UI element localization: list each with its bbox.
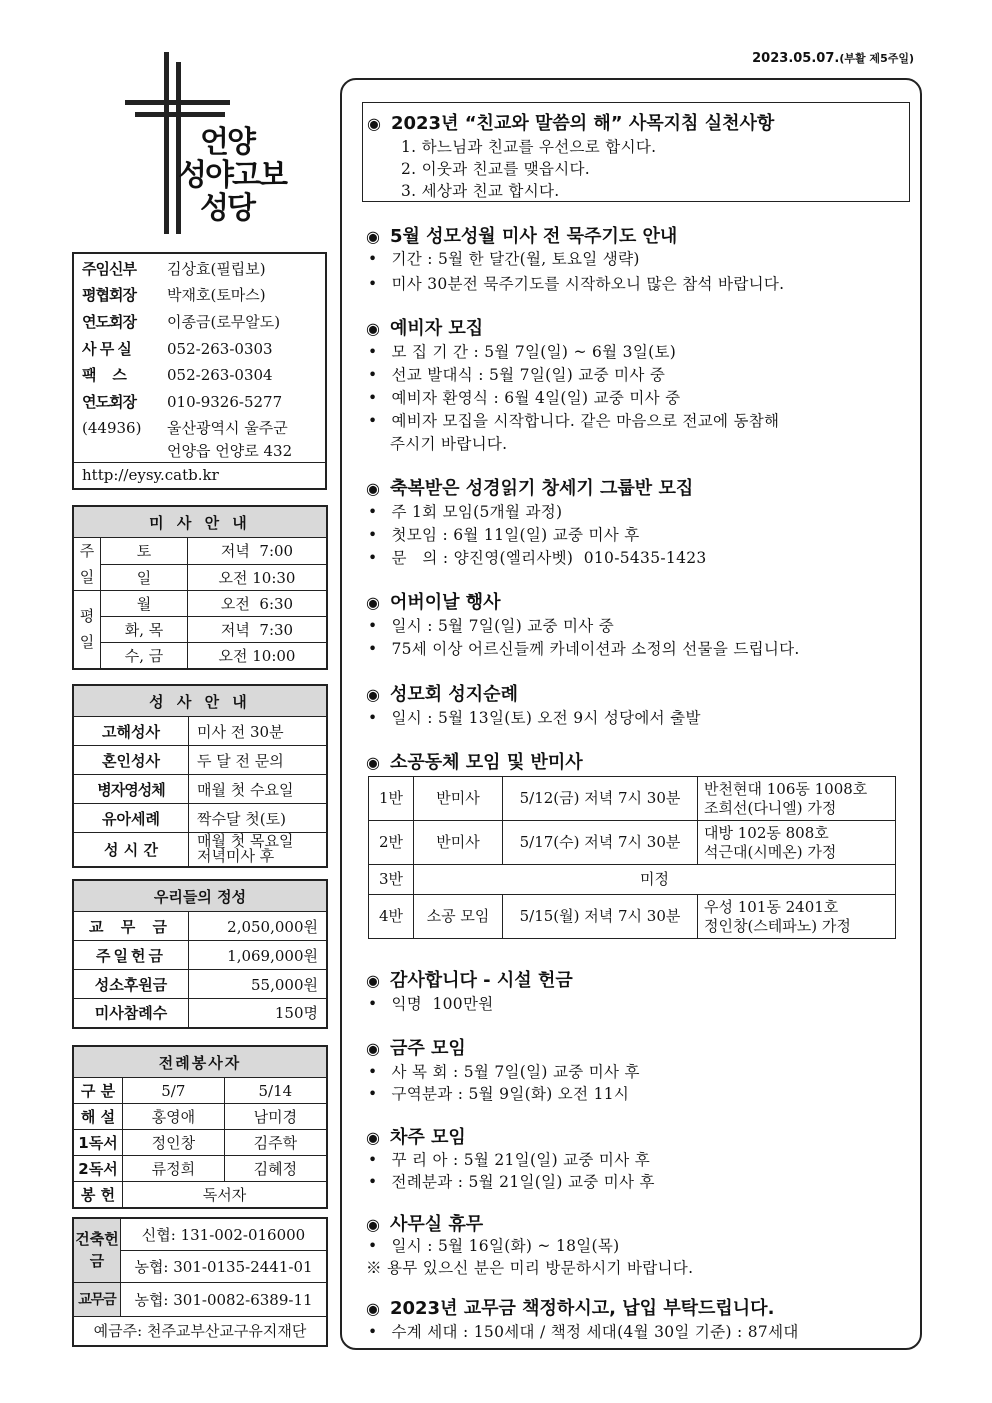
offering-value: 1,069,000원 (189, 941, 328, 970)
table-row (369, 865, 896, 895)
info-value: 박재호(토마스) (167, 286, 266, 304)
info-label: 팩 스 (82, 366, 126, 384)
liturgy-header: 구 분 (73, 1078, 123, 1104)
mass-day: 수, 금 (101, 643, 188, 669)
offering-value: 2,050,000원 (189, 912, 328, 941)
notice-line (368, 409, 779, 431)
bullet-icon: ◉ (366, 1128, 380, 1147)
bullet-icon: ◉ (366, 753, 380, 772)
notice-line (368, 706, 701, 728)
liturgy-name: 김혜정 (224, 1156, 327, 1182)
section-title: ◉ 사무실 휴무 (366, 1214, 484, 1235)
bullet-icon: ◉ (366, 227, 380, 246)
bullet-dot-icon: • (368, 1323, 378, 1341)
sacrament-name: 성 시 간 (73, 833, 189, 867)
bullet-dot-icon: • (368, 995, 378, 1013)
bullet-dot-icon: • (368, 366, 378, 384)
bullet-dot-icon: • (368, 389, 378, 407)
notice-line (368, 340, 676, 362)
guideline-title: 2023년 “친교와 말씀의 해” 사목지침 실천사항 (390, 113, 775, 134)
section-line: 문 의 : 양진영(엘리사벳) 010-5435-1423 (391, 549, 707, 567)
mass-time: 오전 10:30 (188, 564, 328, 591)
table-row (369, 821, 896, 865)
logo-line-3: 성당 (200, 191, 254, 226)
info-value: 이종금(로무알도) (167, 313, 281, 331)
offering-value: 150명 (189, 999, 328, 1028)
logo-line-2: 성야고보 (178, 158, 286, 193)
sacrament-value-line2: 저녁미사 후 (197, 847, 275, 866)
type-cell: 반미사 (414, 821, 503, 865)
section-title: ◉ 성모회 성지순례 (366, 684, 518, 705)
sacrament-value: 매월 첫 수요일 (189, 775, 328, 804)
when-cell: 5/15(월) 저녁 7시 30분 (503, 895, 698, 939)
website-link[interactable]: http://eysy.catb.kr (82, 466, 219, 484)
sacrament-name: 유아세례 (73, 804, 189, 833)
section-line: 일시 : 5월 7일(일) 교중 미사 중 (391, 617, 615, 635)
weekday-label: 평 일 (73, 591, 101, 669)
logo-line-1: 언양 (200, 125, 254, 160)
sacrament-table (72, 684, 328, 868)
account-holder: 예금주: 천주교부산교구유지재단 (73, 1316, 327, 1346)
sacrament-value: 미사 전 30분 (189, 717, 328, 746)
section-line: 익명 100만원 (391, 995, 494, 1013)
section-title: ◉ 감사합니다 - 시설 헌금 (366, 970, 573, 991)
notice-line (366, 1256, 693, 1278)
offering-name: 성소후원금 (73, 970, 189, 999)
mass-day: 일 (101, 564, 188, 591)
parish-info-box (72, 252, 327, 490)
place-cell: 우성 101동 2401호 (704, 897, 839, 916)
bullet-dot-icon: • (368, 412, 378, 430)
offering-table (72, 879, 328, 1029)
bullet-icon: ◉ (366, 685, 380, 704)
section-line: 75세 이상 어르신들께 카네이션과 소정의 선물을 드립니다. (391, 640, 800, 658)
offering-name: 미사참례수 (73, 999, 189, 1028)
host-cell: 정인창(스테파노) 가정 (704, 916, 851, 935)
notice-line (368, 1170, 655, 1192)
bullet-dot-icon: • (368, 503, 378, 521)
bullet-icon: ◉ (366, 1039, 380, 1058)
section-line: 예비자 환영식 : 6월 4일(일) 교중 미사 중 (391, 389, 681, 407)
liturgy-title: 전례봉사자 (73, 1046, 327, 1078)
mass-day: 토 (101, 538, 188, 565)
liturgy-name: 정인창 (123, 1130, 225, 1156)
notice-line (368, 500, 562, 522)
section-title: ◉ 소공동체 모임 및 반미사 (366, 752, 583, 773)
section-note: ※ 용무 있으신 분은 미리 방문하시기 바랍니다. (366, 1259, 694, 1277)
mass-time: 오전 10:00 (188, 643, 328, 669)
bullet-dot-icon: • (368, 640, 378, 658)
notice-panel (340, 78, 922, 1350)
bullet-dot-icon: • (368, 1237, 378, 1255)
section-title: ◉ 2023년 교무금 책정하시고, 납입 부탁드립니다. (366, 1298, 775, 1319)
mass-time: 오전 6:30 (188, 591, 328, 617)
notice-line (368, 386, 680, 408)
zip-code: (44936) (82, 419, 142, 437)
sunday-label: 주 일 (73, 538, 101, 591)
info-label: 사 무 실 (82, 340, 131, 358)
section-line: 기간 : 5월 한 달간(월, 토요일 생략) (391, 250, 640, 268)
bank-accounts-table (72, 1217, 328, 1347)
section-line: 예비자 모집을 시작합니다. 같은 마음으로 전교에 동참해 (391, 412, 780, 430)
mass-title: 미 사 안 내 (73, 506, 327, 538)
bullet-icon: ◉ (367, 114, 381, 133)
section-line: 주 1회 모임(5개월 과정) (391, 503, 563, 521)
section-line: 전례분과 : 5월 21일(일) 교중 미사 후 (391, 1173, 655, 1191)
info-value: 김상효(필립보) (167, 260, 266, 278)
bullet-icon: ◉ (366, 593, 380, 612)
mass-schedule-table (72, 505, 328, 670)
notice-line (368, 546, 707, 568)
sacrament-title: 성 사 안 내 (73, 685, 327, 717)
section-line: 일시 : 5월 13일(토) 오전 9시 성당에서 출발 (391, 709, 701, 727)
liturgy-role: 2독서 (73, 1156, 123, 1182)
type-cell: 미정 (414, 865, 896, 895)
bullet-dot-icon: • (368, 1173, 378, 1191)
section-line: 주시기 바랍니다. (390, 435, 508, 453)
offering-name: 교 무 금 (73, 912, 189, 941)
notice-line (368, 1082, 629, 1104)
liturgy-role: 1독서 (73, 1130, 123, 1156)
type-cell: 반미사 (414, 777, 503, 821)
notice-line (368, 1148, 650, 1170)
place-cell: 반천현대 106동 1008호 (704, 779, 868, 798)
section-line: 일시 : 5월 16일(화) ~ 18일(목) (391, 1237, 620, 1255)
notice-line (368, 614, 614, 636)
bulletin-date: 2023.05.07.(부활 제5주일) (752, 51, 914, 66)
building-fund-label: 건축헌금 (73, 1218, 121, 1282)
section-line: 모 집 기 간 : 5월 7일(일) ~ 6월 3일(토) (391, 343, 677, 361)
mass-day: 화, 목 (101, 617, 188, 643)
notice-line (368, 992, 493, 1014)
section-title: ◉ 축복받은 성경읽기 창세기 그룹반 모집 (366, 478, 694, 499)
address-line-1: 울산광역시 울주군 (167, 419, 288, 437)
guideline-item: 2. 이웃과 친교를 맺읍시다. (401, 160, 591, 178)
sacrament-value: 짝수달 첫(토) (189, 804, 328, 833)
bullet-dot-icon: • (368, 343, 378, 361)
bullet-icon: ◉ (366, 479, 380, 498)
section-title: ◉ 5월 성모성월 미사 전 묵주기도 안내 (366, 226, 678, 247)
parish-logo (120, 52, 290, 242)
liturgy-header: 5/7 (123, 1078, 225, 1104)
bullet-dot-icon: • (368, 526, 378, 544)
liturgy-name: 홍영애 (123, 1104, 225, 1130)
sacrament-name: 고해성사 (73, 717, 189, 746)
account-number: 신협: 131-002-016000 (121, 1218, 328, 1250)
info-label: 평협회장 (82, 286, 136, 304)
group-cell: 3반 (369, 865, 414, 895)
section-line: 구역분과 : 5월 9일(화) 오전 11시 (391, 1085, 630, 1103)
notice-line (368, 1234, 620, 1256)
mass-day: 월 (101, 591, 188, 617)
notice-line (390, 432, 507, 454)
sacrament-value: 두 달 전 문의 (189, 746, 328, 775)
bullet-icon: ◉ (366, 319, 380, 338)
liturgy-offertory: 독서자 (123, 1182, 328, 1208)
host-cell: 석근대(시메온) 가정 (704, 842, 837, 861)
sacrament-name: 혼인성사 (73, 746, 189, 775)
bullet-dot-icon: • (368, 709, 378, 727)
mass-time: 저녁 7:00 (188, 538, 328, 565)
bullet-dot-icon: • (368, 275, 378, 293)
section-line: 수계 세대 : 150세대 / 책정 세대(4월 30일 기준) : 87세대 (391, 1323, 799, 1341)
phone-value: 052-263-0303 (167, 340, 273, 358)
mass-time: 저녁 7:30 (188, 617, 328, 643)
offering-value: 55,000원 (189, 970, 328, 999)
bullet-dot-icon: • (368, 1085, 378, 1103)
section-line: 사 목 회 : 5월 7일(일) 교중 미사 후 (391, 1063, 640, 1081)
when-cell: 5/17(수) 저녁 7시 30분 (503, 821, 698, 865)
host-cell: 조희선(다니엘) 가정 (704, 798, 837, 817)
bullet-icon: ◉ (366, 1215, 380, 1234)
sacrament-name: 병자영성체 (73, 775, 189, 804)
section-title: ◉ 금주 모임 (366, 1038, 466, 1059)
section-line: 선교 발대식 : 5월 7일(일) 교중 미사 중 (391, 366, 666, 384)
notice-line (368, 272, 784, 294)
bullet-dot-icon: • (368, 617, 378, 635)
group-cell: 4반 (369, 895, 414, 939)
bullet-icon: ◉ (366, 1299, 380, 1318)
notice-line (368, 1320, 799, 1342)
address-line-2: 언양읍 언양로 432 (167, 442, 293, 460)
bullet-dot-icon: • (368, 1063, 378, 1081)
table-row (369, 777, 896, 821)
liturgy-servers-table (72, 1045, 328, 1209)
section-title: ◉ 예비자 모집 (366, 318, 484, 339)
notice-line (368, 523, 640, 545)
bullet-dot-icon: • (368, 549, 378, 567)
info-value: 010-9326-5277 (167, 393, 283, 411)
liturgy-role: 해 설 (73, 1104, 123, 1130)
bullet-dot-icon: • (368, 250, 378, 268)
section-title: ◉ 차주 모임 (366, 1127, 466, 1148)
section-line: 꾸 리 아 : 5월 21일(일) 교중 미사 후 (391, 1151, 650, 1169)
place-cell: 대방 102동 808호 (704, 823, 829, 842)
guideline-item: 1. 하느님과 친교를 우선으로 합시다. (401, 138, 657, 156)
bullet-icon: ◉ (366, 971, 380, 990)
section-line: 첫모임 : 6월 11일(일) 교중 미사 후 (391, 526, 640, 544)
account-number: 농협: 301-0082-6389-11 (121, 1282, 328, 1316)
table-row (369, 895, 896, 939)
liturgy-header: 5/14 (224, 1078, 327, 1104)
section-title: ◉ 어버이날 행사 (366, 592, 501, 613)
notice-line (368, 1060, 640, 1082)
group-cell: 2반 (369, 821, 414, 865)
pastoral-guideline-box (362, 102, 910, 202)
offering-name: 주일헌금 (73, 941, 189, 970)
section-line: 미사 30분전 묵주기도를 시작하오니 많은 참석 바랍니다. (391, 275, 785, 293)
liturgy-role: 봉 헌 (73, 1182, 123, 1208)
group-cell: 1반 (369, 777, 414, 821)
fax-value: 052-263-0304 (167, 366, 273, 384)
account-number: 농협: 301-0135-2441-01 (121, 1250, 328, 1282)
notice-line (368, 637, 800, 659)
liturgy-name: 류정희 (123, 1156, 225, 1182)
info-label: 연도회장 (82, 313, 136, 331)
notice-line (368, 363, 665, 385)
dues-label: 교무금 (73, 1282, 121, 1316)
offering-title: 우리들의 정성 (73, 880, 327, 912)
notice-line (368, 247, 640, 269)
community-meeting-table (368, 776, 896, 939)
liturgy-name: 김주학 (224, 1130, 327, 1156)
type-cell: 소공 모임 (414, 895, 503, 939)
liturgy-name: 남미경 (224, 1104, 327, 1130)
info-label: 주임신부 (82, 260, 136, 278)
guideline-item: 3. 세상과 친교 합시다. (401, 182, 560, 200)
bullet-dot-icon: • (368, 1151, 378, 1169)
when-cell: 5/12(금) 저녁 7시 30분 (503, 777, 698, 821)
sacrament-value: 매월 첫 목요일 (197, 832, 294, 851)
info-label: 연도회장 (82, 393, 136, 411)
